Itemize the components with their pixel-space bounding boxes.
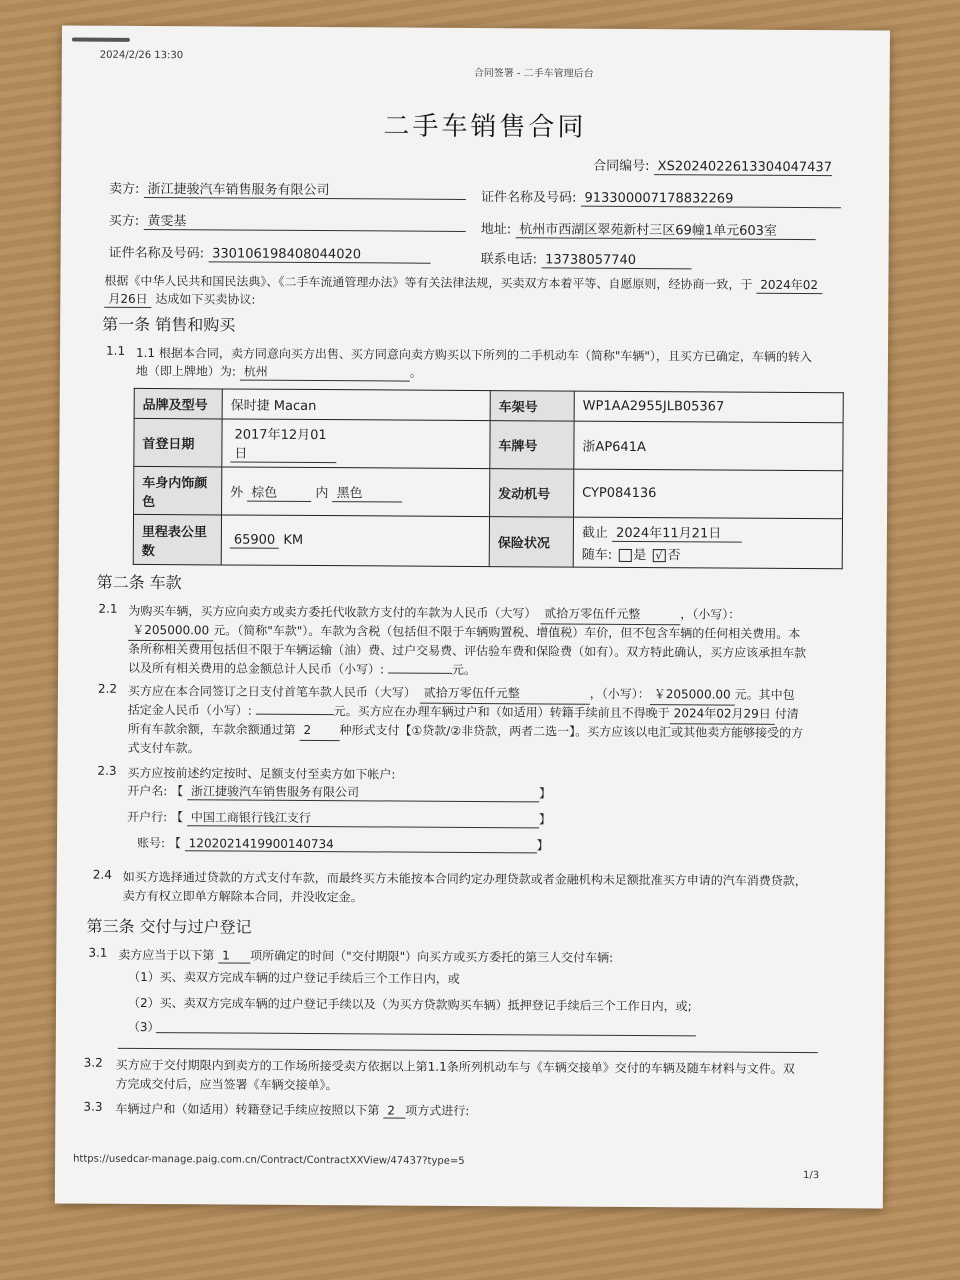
p22-text-i: 式支付车款。 (127, 740, 200, 756)
contract-no-label: 合同编号: (593, 158, 650, 175)
bank-close: 】 (538, 812, 551, 827)
insurance-prefix: 截止 (581, 525, 608, 541)
article1-text1: 1.1 根据本合同，卖方同意向买方出售、买方同意向卖方购买以下所列的二手机动车（简称"车辆"），且买方已确定，车辆的转入 (135, 345, 812, 365)
account-no-label: 账号: 【 (136, 835, 181, 851)
mileage-label: 里程表公里数 (133, 514, 221, 565)
p22-text-b: ，（小写）： (589, 686, 650, 702)
article1-text2: 地（即上牌地）为: (135, 363, 236, 379)
p33-text-a: 车辆过户和（如适用）转籍登记手续应按照以下第 (115, 1101, 380, 1118)
p31-option1: （1）买、卖双方完成车辆的过户登记手续后三个工作日内，或 (128, 969, 460, 986)
brand-value: 保时捷 Macan (222, 389, 490, 421)
phone-row (481, 248, 692, 269)
insurance-cell (573, 517, 842, 569)
p22-text-h: 种形式支付【①贷款/②非贷款，两者二选一】。买方应该以电汇或其他卖方能够接受的方 (339, 723, 804, 741)
article2-title: 第二条 车款 (96, 572, 182, 593)
bank-label: 开户行: 【 (127, 809, 184, 825)
footer-url: https://usedcar-manage.paig.com.cn/Contract/ContractXXView/47437?type=5 (73, 1153, 465, 1167)
reg-date-value: 2017年12月01日 (230, 424, 336, 464)
ext-prefix: 外 (230, 485, 244, 501)
engine-label: 发动机号 (490, 469, 574, 518)
with-car-row (582, 544, 834, 565)
intro-text2: 达成如下买卖协议: (155, 292, 256, 307)
p22-text-a: 买方应在本合同签订之日支付首笔车款人民币（大写） (127, 683, 416, 700)
buyer-id-label: 证件名称及号码: (108, 245, 205, 262)
int-prefix: 内 (315, 485, 329, 501)
seller-label: 卖方: (108, 181, 140, 197)
p21-amount-cn: 贰拾万零伍仟元整 (540, 604, 680, 625)
p23-text: 买方应按前述约定按时、足额支付至卖方如下帐户: (127, 765, 396, 782)
account-no-close: 】 (536, 838, 549, 853)
p22-amount: ￥205000.00 (650, 685, 735, 706)
buyer-id-row (109, 242, 431, 264)
buyer-row (109, 210, 466, 232)
p24-text-b: 卖方有权立即单方解除本合同，并没收定金。 (122, 888, 363, 905)
contract-paper (55, 25, 890, 1208)
article3-title: 第三条 交付与过户登记 (86, 916, 252, 937)
seller-id-row (481, 186, 841, 208)
seller-id-label: 证件名称及号码: (480, 190, 577, 206)
p21-amount: ￥205000.00 (128, 621, 213, 642)
article1-num: 1.1 (105, 343, 126, 358)
brand-label: 品牌及型号 (134, 388, 222, 419)
p31-item: 1 (218, 948, 250, 963)
buyer-id-value: 330106198408044020 (208, 246, 430, 263)
yes-checkbox[interactable] (618, 549, 631, 562)
insurance-label: 保险状况 (489, 517, 573, 568)
p22-text-c: 元。其中包 (734, 687, 795, 702)
intro-text1: 根据《中华人民共和国民法典》、《二手车流通管理办法》等有关法律法规，买卖双方本着平等、自愿原则，经协商一致，于 (104, 273, 753, 292)
color-cell (222, 467, 490, 517)
p24-num: 2.4 (92, 867, 112, 882)
int-color: 黑色 (333, 482, 403, 502)
phone-value: 13738057740 (541, 252, 691, 269)
p31-extra-line (118, 1048, 818, 1053)
tape-mark (72, 38, 130, 42)
buyer-value: 黄雯基 (143, 210, 465, 232)
p22-text-g: 所有车款余额，车款余额通过第 (127, 721, 296, 737)
buyer-label: 买方: (108, 213, 140, 229)
address-value: 杭州市西湖区翠苑新村三区69幢1单元603室 (515, 218, 815, 240)
p21-text-f: 元。 (451, 662, 477, 678)
mileage-unit: KM (283, 532, 304, 548)
p22-amount-cn: 贰拾万零伍仟元整 (420, 684, 590, 705)
p33-line (115, 1100, 469, 1119)
plate-label: 车牌号 (490, 421, 574, 470)
p22-deadline: 2024年02月29日 (670, 704, 775, 725)
reg-date-cell (222, 419, 490, 469)
p22-line3 (128, 720, 804, 744)
account-name-close: 】 (538, 786, 552, 801)
contract-number (593, 155, 832, 176)
p22-num: 2.2 (97, 681, 118, 696)
p32-num: 3.2 (83, 1055, 103, 1070)
yes-label: 是 (633, 547, 647, 564)
insurance-date-row (582, 522, 834, 544)
p22-text-e: 元。买方应在办理车辆过户和（如适用）转籍手续前且不得晚于 (333, 704, 670, 721)
account-no-row (137, 834, 549, 854)
p21-text-b: ，（小写）： (680, 607, 741, 622)
p23-num: 2.3 (97, 763, 117, 778)
article1-title: 第一条 销售和购买 (102, 314, 236, 335)
seller-row (109, 178, 466, 200)
vin-value: WP1AA2955JLB05367 (574, 391, 843, 423)
with-car-label: 随车: (581, 547, 613, 563)
bank-value: 中国工商银行钱江支行 (187, 808, 539, 828)
vehicle-info-table (133, 388, 844, 569)
p22-text-d: 括定金人民币（小写）: (127, 702, 252, 718)
p31-line1 (118, 946, 613, 966)
address-row (481, 218, 816, 240)
address-label: 地址: (480, 222, 512, 238)
account-no-value: 1202021419900140734 (185, 836, 537, 853)
mileage-cell (221, 515, 489, 567)
p21-total-blank (388, 672, 452, 673)
intro-date-part1: 2024年02 (756, 276, 822, 294)
contract-no-value: XS2024022613304047437 (654, 159, 832, 176)
intro-line2 (104, 290, 255, 309)
p22-text-f: 付清 (774, 706, 799, 721)
no-label: 否 (667, 548, 681, 564)
p21-text-a: 为购买车辆，买方应向卖方或卖方委托代收款方支付的车款为人民币（大写） (128, 603, 537, 621)
mileage-value: 65900 (230, 532, 279, 548)
p32-text-b: 方完成交付后，应当签署《车辆交接单》。 (115, 1076, 338, 1093)
intro-date-part2: 月26日 (104, 290, 151, 308)
page-title: 二手车销售合同 (383, 111, 587, 143)
p31-text-a: 卖方应当于以下第 (118, 947, 215, 963)
site-title: 合同签署 - 二手车管理后台 (473, 67, 594, 80)
p21-line4 (128, 659, 476, 680)
vin-label: 车架号 (490, 391, 574, 422)
p22-method: 2 (299, 721, 339, 741)
article1-dot: 。 (409, 365, 422, 380)
p31-option2: （2）买、卖双方完成车辆的过户登记手续以及（为买方贷款购买车辆）抵押登记手续后三个工作日内，或; (127, 995, 692, 1014)
account-name-label: 开户名: 【 (127, 783, 184, 799)
page-number: 1/3 (802, 1170, 820, 1182)
account-name-row (127, 782, 551, 803)
p31-num: 3.1 (88, 945, 108, 960)
p33-text-b: 项方式进行: (405, 1103, 470, 1118)
p31-option3-line (156, 1032, 696, 1036)
seller-id-value: 913300007178832269 (580, 191, 840, 209)
p21-text-e: 以及所有相关费用的总金额总计人民币（小写）: (128, 660, 385, 677)
insurance-date: 2024年11月21日 (612, 522, 742, 543)
phone-label: 联系电话: (480, 252, 538, 268)
account-name-value: 浙江捷骏汽车销售服务有限公司 (187, 782, 539, 802)
p31-option3: （3） (127, 1019, 160, 1035)
plate-value: 浙AP641A (574, 421, 843, 471)
bank-row (127, 808, 551, 829)
p32-text-a: 买方应于交付期限内到卖方的工作场所接受卖方依据以上第1.1条所列机动车与《车辆交接单》交付的车辆及随车材料与文件。双 (115, 1057, 795, 1076)
engine-value: CYP084136 (574, 469, 843, 519)
seller-value: 浙江捷骏汽车销售服务有限公司 (143, 178, 465, 200)
p21-num: 2.1 (98, 601, 118, 616)
ext-color: 棕色 (247, 481, 311, 501)
p22-deposit-blank (256, 714, 334, 715)
p33-item: 2 (383, 1103, 405, 1118)
p24-text-a: 如买方选择通过贷款的方式支付车款，而最终买方未能按本合同约定办理贷款或者金融机构未足额批准买方申请的汽车消费贷款， (122, 869, 807, 889)
transfer-city: 杭州 (240, 363, 410, 382)
article1-line2 (136, 362, 422, 382)
p21-text-c: 元。（简称"车款"）。车款为含税（包括但不限于车辆购置税、增值税）车价，但不包含车辆的任何相关费用。本 (213, 623, 801, 641)
color-label: 车身内饰颜色 (134, 466, 222, 515)
print-time: 2024/2/26 13:30 (99, 49, 184, 62)
p33-num: 3.3 (83, 1099, 103, 1114)
no-checkbox[interactable]: √ (652, 549, 665, 562)
p21-text-d: 条所称相关费用包括但不限于车辆运输（油）费、过户交易费、评估验车费和保险费（如有）。双方特此确认，买方应该承担车款 (128, 641, 807, 661)
reg-date-label: 首登日期 (134, 418, 222, 467)
p31-text-b: 项所确定的时间（"交付期限"）向买方或买方委托的第三人交付车辆: (250, 948, 614, 965)
